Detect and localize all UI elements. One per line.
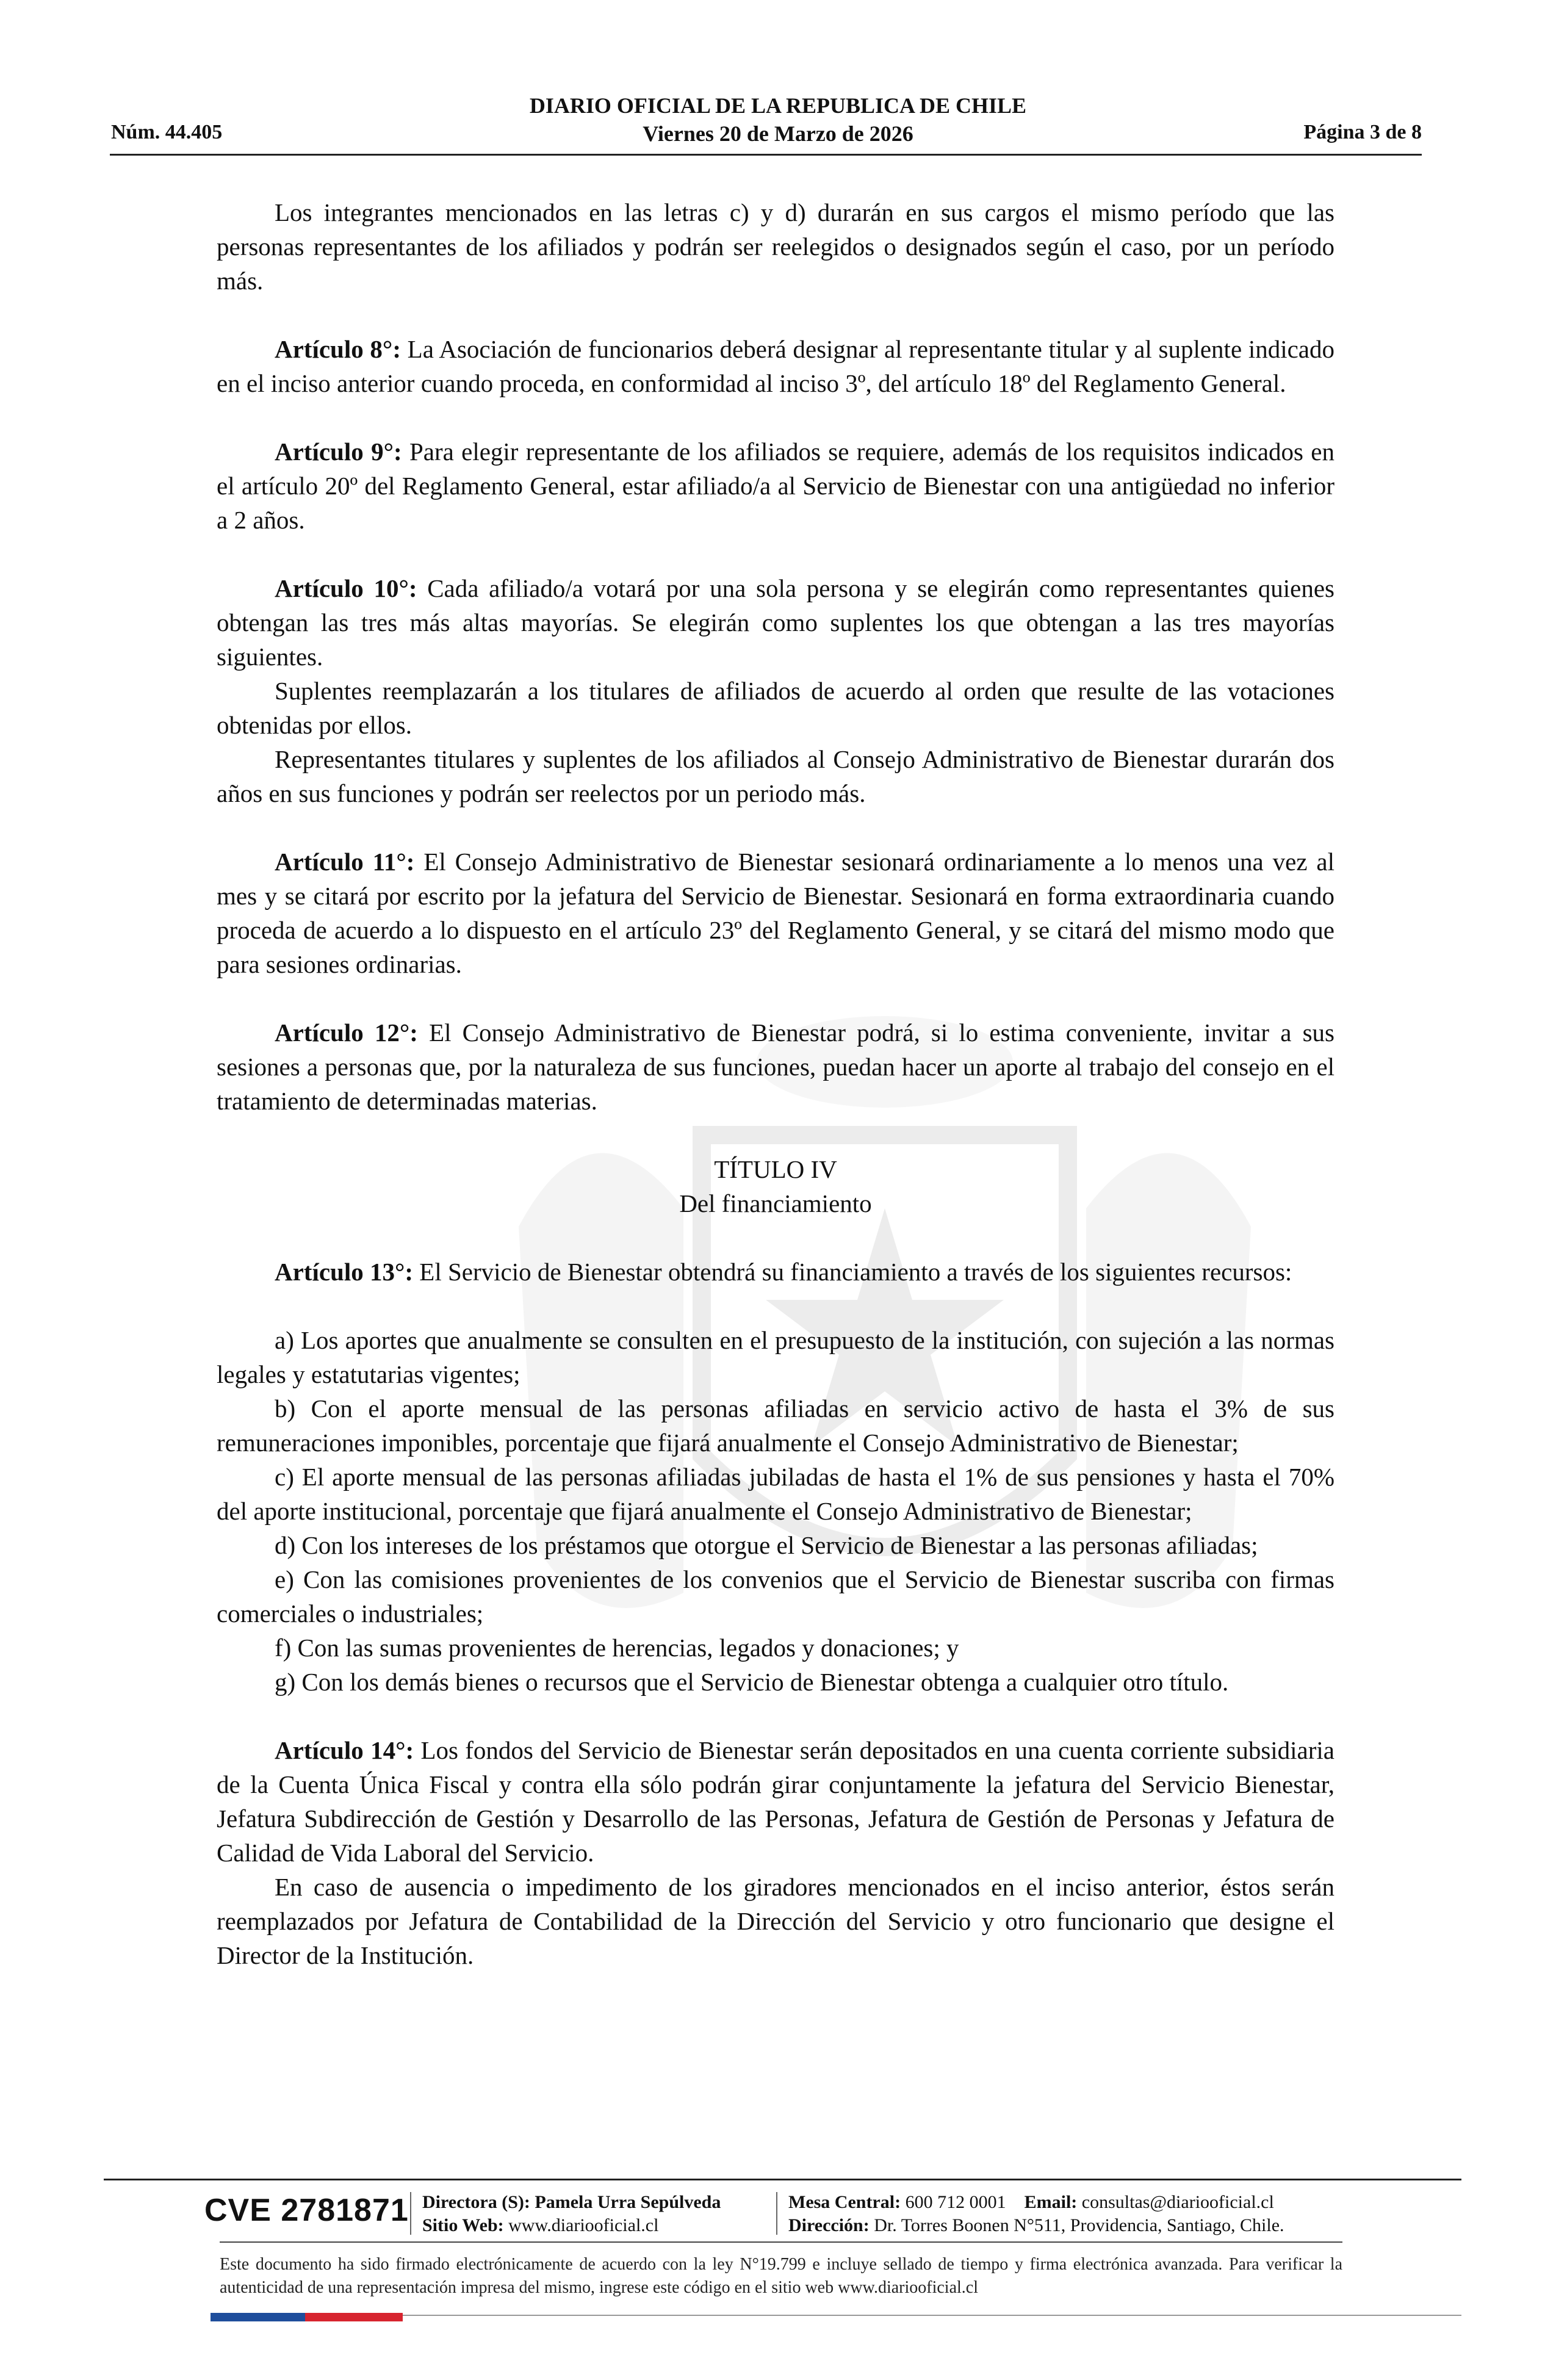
title-iv-heading <box>217 1152 1334 1221</box>
article-13-item-b: b) Con el aporte mensual de las personas afiliadas en servicio activo de hasta el 3% de sus remuneraciones imponibles, porcentaje que fijará anualmente el Consejo Administrativo de Bienestar; <box>217 1394 1334 1457</box>
article-9-label: Artículo 9°: <box>275 438 402 466</box>
article-9-text: Para elegir representante de los afiliados se requiere, además de los requisitos indicados en el artículo 20º del Reglamento General, estar afiliado/a al Servicio de Bienestar con una antigüedad no inferior a 2 años. <box>217 438 1334 534</box>
article-12-text: El Consejo Administrativo de Bienestar podrá, si lo estima conveniente, invitar a sus sesiones a personas que, por la naturaleza de sus funciones, puedan hacer un aporte al trabajo del consejo en el tratamiento de determinadas materias. <box>217 1019 1334 1115</box>
footer-contact-right <box>788 2191 1284 2237</box>
article-12-label: Artículo 12°: <box>275 1019 418 1047</box>
article-14-paragraph-2: En caso de ausencia o impedimento de los giradores mencionados en el inciso anterior, éstos serán reemplazados por Jefatura de Contabilidad de la Dirección del Servicio y otro funcionario que designe el Director de la Institución. <box>217 1873 1334 1969</box>
footer-separator <box>410 2192 411 2235</box>
phone-email-line <box>788 2191 1284 2214</box>
footer-divider-middle <box>220 2241 1342 2243</box>
article-13 <box>217 1255 1334 1289</box>
director-name: Pamela Urra Sepúlveda <box>530 2192 721 2212</box>
publication-name: DIARIO OFICIAL DE LA REPUBLICA DE CHILE <box>529 93 1027 118</box>
email-link[interactable]: consultas@diariooficial.cl <box>1077 2192 1274 2212</box>
address-line <box>788 2214 1284 2237</box>
article-13-text: El Servicio de Bienestar obtendrá su financiamiento a través de los siguientes recursos: <box>413 1258 1292 1286</box>
title-heading: TÍTULO IV <box>714 1155 837 1183</box>
flag-stripe-blue <box>211 2313 305 2321</box>
director-label: Directora (S): <box>422 2192 530 2212</box>
issue-number: Núm. 44.405 <box>111 121 223 143</box>
document-body <box>217 195 1334 1972</box>
cve-code: CVE 2781871 <box>204 2193 409 2228</box>
email-label: Email: <box>1024 2192 1078 2212</box>
website-link[interactable]: www.diariooficial.cl <box>503 2215 659 2235</box>
phone-number: 600 712 0001 <box>901 2192 1006 2212</box>
article-8 <box>217 332 1334 400</box>
footer-separator <box>776 2192 777 2235</box>
flag-stripe-red <box>305 2313 403 2321</box>
article-13-item-a: a) Los aportes que anualmente se consulten en el presupuesto de la institución, con sujeción a las normas legales y estatutarias vigentes; <box>217 1326 1334 1388</box>
website-label: Sitio Web: <box>422 2215 504 2235</box>
article-13-item-e: e) Con las comisiones provenientes de los convenios que el Servicio de Bienestar suscriba con firmas comerciales o industriales; <box>217 1565 1334 1628</box>
article-10-paragraph-2: Suplentes reemplazarán a los titulares de afiliados de acuerdo al orden que resulte de las votaciones obtenidas por ellos. <box>217 677 1334 739</box>
address-label: Dirección: <box>788 2215 870 2235</box>
article-13-label: Artículo 13°: <box>275 1258 414 1286</box>
article-14-text: Los fondos del Servicio de Bienestar serán depositados en una cuenta corriente subsidiaria de la Cuenta Única Fiscal y contra ella sólo podrán girar conjuntamente la jefatura del Servicio Bienestar, Jefatura Subdirección de Gestión y Desarrollo de las Personas, Jefatura de Gestión de Personas y Jefatura de Calidad de Vida Laboral del Servicio. <box>217 1736 1334 1867</box>
footer-divider-top <box>104 2179 1461 2180</box>
phone-label: Mesa Central: <box>788 2192 901 2212</box>
intro-paragraph: Los integrantes mencionados en las letras c) y d) durarán en sus cargos el mismo período que las personas representantes de los afiliados y podrán ser reelegidos o designados según el caso, por un período más. <box>217 198 1334 295</box>
footer-contact-left <box>422 2191 721 2237</box>
article-13-item-d: d) Con los intereses de los préstamos que otorgue el Servicio de Bienestar a las personas afiliadas; <box>275 1531 1258 1559</box>
article-8-text: La Asociación de funcionarios deberá designar al representante titular y al suplente indicado en el inciso anterior cuando proceda, en conformidad al inciso 3º, del artículo 18º del Reglamento General. <box>217 335 1335 397</box>
article-14 <box>217 1733 1334 1870</box>
article-11-label: Artículo 11°: <box>275 848 415 876</box>
title-subheading: Del financiamiento <box>679 1189 872 1217</box>
article-10-text: Cada afiliado/a votará por una sola persona y se elegirán como representantes quienes obtengan las tres más altas mayorías. Se elegirán como suplentes los que obtengan a las tres mayorías siguientes. <box>217 574 1334 671</box>
article-13-item-c: c) El aporte mensual de las personas afiliadas jubiladas de hasta el 1% de sus pensiones y hasta el 70% del aporte institucional, porcentaje que fijará anualmente el Consejo Administrativo de Bienestar; <box>217 1463 1334 1525</box>
signature-notice: Este documento ha sido firmado electrónicamente de acuerdo con la ley N°19.799 e incluye sellado de tiempo y firma electrónica avanzada. Para verificar la autenticidad de una representación impresa del mismo, ingrese este código en el sitio web www.diariooficial.cl <box>220 2255 1342 2297</box>
header-divider <box>110 154 1422 156</box>
article-10 <box>217 571 1334 674</box>
article-10-label: Artículo 10°: <box>275 574 417 602</box>
article-14-label: Artículo 14°: <box>275 1736 414 1764</box>
article-9 <box>217 435 1334 537</box>
director-line <box>422 2191 721 2214</box>
article-11 <box>217 845 1334 981</box>
article-13-item-f: f) Con las sumas provenientes de herencias, legados y donaciones; y <box>275 1634 959 1662</box>
publication-date: Viernes 20 de Marzo de 2026 <box>643 121 913 146</box>
address-text: Dr. Torres Boonen N°511, Providencia, Santiago, Chile. <box>869 2215 1284 2235</box>
article-11-text: El Consejo Administrativo de Bienestar sesionará ordinariamente a lo menos una vez al mes y se citará por escrito por la jefatura del Servicio de Bienestar. Sesionará en forma extraordinaria cuando proceda de acuerdo a lo dispuesto en el artículo 23º del Reglamento General, y se citará del mismo modo que para sesiones ordinarias. <box>217 848 1334 978</box>
website-line <box>422 2214 721 2237</box>
article-10-paragraph-3: Representantes titulares y suplentes de los afiliados al Consejo Administrativo de Bienestar durarán dos años en sus funciones y podrán ser reelectos por un periodo más. <box>217 745 1334 807</box>
article-12 <box>217 1015 1334 1118</box>
article-13-item-g: g) Con los demás bienes o recursos que el Servicio de Bienestar obtenga a cualquier otro título. <box>275 1668 1229 1696</box>
article-8-label: Artículo 8°: <box>275 335 401 363</box>
page-number: Página 3 de 8 <box>1303 121 1422 143</box>
